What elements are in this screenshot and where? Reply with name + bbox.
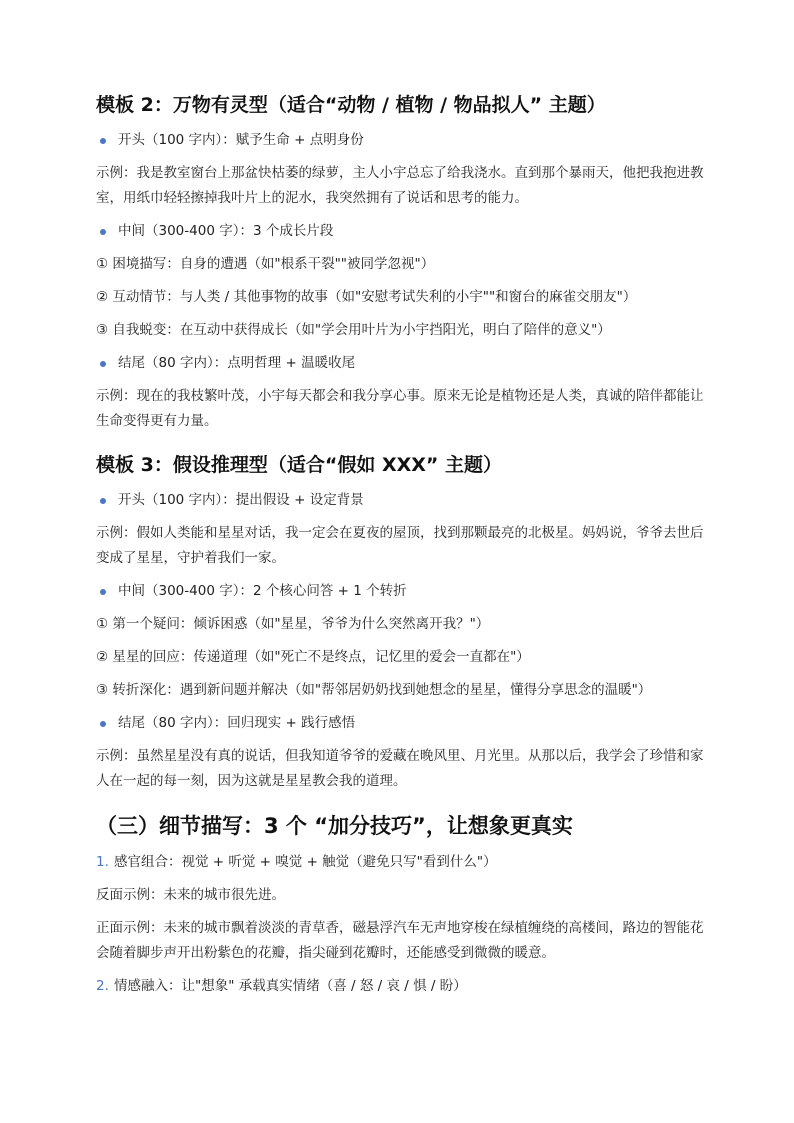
- template3-ending-bullet: [96, 711, 704, 736]
- bullet-dot-icon: [100, 229, 106, 235]
- template2-opening-example: 示例：我是教室窗台上那盆快枯萎的绿萝，主人小宇总忘了给我浇水。直到那个暴雨天，他把我抱进教室，用纸巾轻轻擦掉我叶片上的泥水，我突然拥有了说话和思考的能力。: [96, 165, 704, 206]
- negative-example: 反面示例：未来的城市很先进。: [96, 887, 285, 903]
- template3-ending-example: 示例：虽然星星没有真的说话，但我知道爷爷的爱藏在晚风里、月光里。从那以后，我学会了珍惜和家人在一起的每一刻，因为这就是星星教会我的道理。: [96, 748, 704, 789]
- template2-ending-example: 示例：现在的我枝繁叶茂，小宇每天都会和我分享心事。原来无论是植物还是人类，真诚的陪伴都能让生命变得更有力量。: [96, 388, 704, 429]
- bullet-dot-icon: [100, 138, 106, 144]
- section3-heading: （三）细节描写：3 个 “加分技巧”，让想象更真实: [96, 814, 573, 838]
- template2-heading: 模板 2：万物有灵型（适合“动物 / 植物 / 物品拟人” 主题）: [96, 94, 606, 116]
- template2-opening: 开头（100 字内）：赋予生命 + 点明身份: [118, 132, 364, 148]
- template2-ending: 结尾（80 字内）：点明哲理 + 温暖收尾: [118, 355, 356, 371]
- template2-middle-bullet: [96, 219, 704, 244]
- template2-item-1: ① 困境描写：自身的遭遇（如"根系干裂""被同学忽视"）: [96, 256, 435, 272]
- bullet-dot-icon: [100, 361, 106, 367]
- document-page: [96, 92, 704, 999]
- template2-item-2: ② 互动情节：与人类 / 其他事物的故事（如"安慰考试失利的小宇""和窗台的麻雀交朋友"）: [96, 289, 637, 305]
- template2-ending-bullet: [96, 351, 704, 376]
- template3-middle: 中间（300-400 字）：2 个核心问答 + 1 个转折: [118, 583, 407, 599]
- bullet-dot-icon: [100, 498, 106, 504]
- template3-heading: 模板 3：假设推理型（适合“假如 XXX” 主题）: [96, 454, 502, 476]
- template3-middle-bullet: [96, 579, 704, 604]
- template3-opening: 开头（100 字内）：提出假设 + 设定背景: [118, 492, 364, 508]
- point-text: 感官组合：视觉 + 听觉 + 嗅觉 + 触觉（避免只写"看到什么"）: [114, 854, 497, 870]
- template3-opening-example: 示例：假如人类能和星星对话，我一定会在夏夜的屋顶，找到那颗最亮的北极星。妈妈说，爷爷去世后变成了星星，守护着我们一家。: [96, 525, 704, 566]
- point-number: 2.: [96, 978, 109, 994]
- template3-item-1: ① 第一个疑问：倾诉困惑（如"星星，爷爷为什么突然离开我？"）: [96, 616, 490, 632]
- template3-item-2: ② 星星的回应：传递道理（如"死亡不是终点，记忆里的爱会一直都在"）: [96, 649, 530, 665]
- point-number: 1.: [96, 854, 109, 870]
- template3-ending: 结尾（80 字内）：回归现实 + 践行感悟: [118, 715, 356, 731]
- bullet-dot-icon: [100, 589, 106, 595]
- template2-middle: 中间（300-400 字）：3 个成长片段: [118, 223, 334, 239]
- point-text: 情感融入：让"想象" 承载真实情绪（喜 / 怒 / 哀 / 惧 / 盼）: [114, 978, 467, 994]
- section3-point-2: [96, 974, 704, 999]
- template3-opening-bullet: [96, 488, 704, 513]
- template2-opening-bullet: [96, 128, 704, 153]
- positive-example: 正面示例：未来的城市飘着淡淡的青草香，磁悬浮汽车无声地穿梭在绿植缠绕的高楼间，路边的智能花会随着脚步声开出粉紫色的花瓣，指尖碰到花瓣时，还能感受到微微的暖意。: [96, 920, 704, 961]
- section3-point-1: [96, 850, 704, 875]
- template3-item-3: ③ 转折深化：遇到新问题并解决（如"帮邻居奶奶找到她想念的星星，懂得分享思念的温暖"）: [96, 682, 652, 698]
- template2-item-3: ③ 自我蜕变：在互动中获得成长（如"学会用叶片为小宇挡阳光，明白了陪伴的意义"）: [96, 322, 611, 338]
- bullet-dot-icon: [100, 721, 106, 727]
